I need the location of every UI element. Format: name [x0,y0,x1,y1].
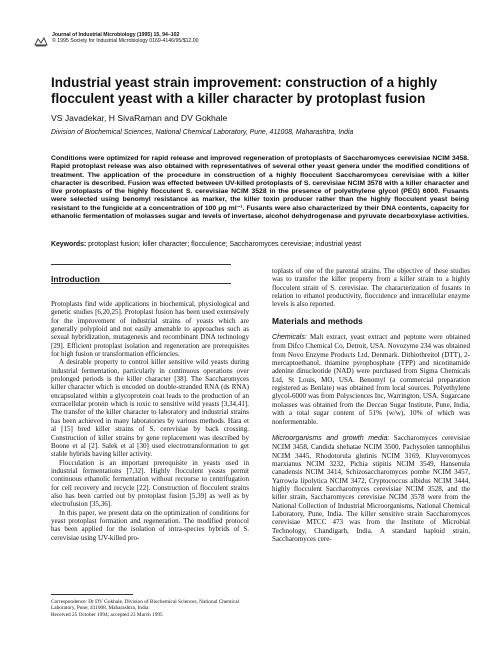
journal-header [52,32,199,44]
intro-paragraph-2: A desirable property to control killer sensitive wild yeasts during industrial fermentation, particularly in continuous operations over prolonged periods is the killer character [38]. The Saccharomyces killer character which is encoded on double-stranded RNA (ds RNA) encapsulated within a glycoprotein coat leads to the production of an extracellular protein which is toxic to sensitive wild yeasts [3,34,41]. The transfer of the killer character to laboratory and industrial strains has been achieved in many laboratories by various methods. Hara et al [15] bred killer strains of S. cerevisiae by back crossing. Construction of killer strains by gene replacement was described by Boone et al [2]. Salek et al [30] used electrotransformation to get stable hybrids having killer activity. [51,358,249,459]
intro-paragraph-1: Protoplasts find wide applications in biochemical, physiological and genetic studies [6,20,25]. Protoplast fusion has been used extensively for the improvement of industrial strains of yeasts which are generally polyploid and not easily amenable to approaches such as sexual hybridization, mutagenesis and recombinant DNA technology [29]. Efficient protoplast isolation and regeneration are prerequisites for high fusion or transformation efficiencies. [51,300,249,359]
chemicals-runin: Chemicals: [272,334,307,342]
right-column [272,267,470,543]
article-authors: VS Javadekar, H SivaRaman and DV Gokhale [51,113,228,123]
microorganisms-paragraph [272,434,470,543]
intro-paragraph-3: Flocculation is an important prerequisite in yeasts used in industrial fermentations [7,32]. Highly flocculent yeasts permit continuous ethanolic fermentation without recourse to centrifugation for cell recovery and recycle [22]. Construction of flocculent strains also has been carried out by protoplast fusion [5,39] as well as by electrofusion [35,36]. [51,458,249,509]
copyright-line: © 1995 Society for Industrial Microbiology 0169-4146/95/$12.00 [52,38,199,45]
received-line: Received 25 October 1994; accepted 23 March 1995 [51,611,163,618]
chemicals-text: Malt extract, yeast extract and peptone were obtained from Difco Chemical Co, Detroit, USA. Novozyme 234 was obtained from Novo Enzyme Products Ltd, Denmark. Dithiothreitol (DTT), 2-mercaptoethanol, thiamine pyrophosphate (TPP) and nicotinamide adenine dinucleotide (NAD) were purchased from Sigma Chemicals Ltd, St Louis, MO, USA. Benomyl (a commercial preparation registered as Benlate) was obtained from local sources. Polyethylene glycol-6000 was from Polysciences Inc, Warrington, USA. Sugarcane molasses was obtained from the Deccan Sugar Institute, Pune, India, with a total sugar content of 51% (w/w), 10% of which was nonfermentable. [272,333,470,426]
article-affiliation: Division of Biochemical Sciences, National Chemical Laboratory, Pune, 411008, Maharashtra, India [51,129,354,136]
microorganisms-text: Saccharomyces cerevisiae NCIM 3458, Candida shehatae NCIM 3500, Pachysolen tannophilus NCIM 3445, Rhodotorula glutinis NCIM 3169, Kluyveromyces marxianus NCIM 3232, Pichia stipitis NCIM 3549, Hansenula canadensis NCIM 3414, Schizosaccharomyces pombe NCIM 3457, Yarrowia lipolytica NCIM 3472, Cryptococcus albidus NCIM 3444, highly flocculent Saccharomyces cerevisiae NCIM 3528, and the killer strain, Saccharomyces cerevisiae NCIM 3578 were from the National Collection of Industrial Microorganisms, National Chemical Laboratory, Pune, India. The killer sensitive strain Saccharomyces cerevisiae MTCC 473 was from the Institute of Microbial Technology, Chandigarh, India. A standard haploid strain, Saccharomyces cere- [272,433,470,543]
journal-volume: (1995) 15, 94–102 [137,32,180,38]
left-column [51,274,249,542]
intro-heading: Introduction [51,274,100,284]
article-abstract: Conditions were optimized for rapid release and improved regeneration of protoplasts of Saccharomyces cerevisiae NCIM 3458. Rapid protoplast release was also obtained with representatives of several other yeast genera under the modified conditions of treatment. The application of the procedure in construction of a highly flocculent Saccharomyces cerevisiae with a killer character is described. Fusion was effected between UV-killed protoplasts of S. cerevisiae NCIM 3578 with a killer character and live protoplasts of the highly flocculent S. cerevisiae NCIM 3528 in the presence of polyethylene glycol (PEG) 6000. Fusants were selected using benomyl resistance as marker, the killer toxin producer rather than the highly flocculent yeast being resistant to the fungicide at a concentration of 100 μg ml⁻¹. Fusants were also characterized by their DNA contents, capacity for ethanolic fermentation of molasses sugar and levels of invertase, alcohol dehydrogenase and pyruvate decarboxylase activities. [51,155,469,221]
chemicals-paragraph [272,333,470,426]
section-rule-top [51,264,231,265]
continued-paragraph: toplasts of one of the parental strains. The objective of these studies was to transfer the killer property from a killer strain to a highly flocculent strain of S. cerevisiae. The characterization of fusants in relation to ethanol productivity, flocculence and intracellular enzyme levels is also reported. [272,267,470,309]
keywords-label: Keywords: [51,241,87,248]
footnote-rule [51,594,133,595]
keywords-text: protoplast fusion; killer character; flocculence; Saccharomyces cerevisiae; industrial yeast [88,241,362,248]
correspondence-line: Correspondence: Dr DV Gokhale, Division of Biochemical Sciences, National Chemical Laboratory, Pune, 411008, Maharashtra, India [51,599,240,612]
methods-heading: Materials and methods [272,315,363,326]
intro-paragraph-4: In this paper, we present data on the optimization of conditions for yeast protoplast formation and regeneration. The modified protocol has been applied for the isolation of intra-species hybrids of S. cerevisiae using UV-killed pro- [51,508,249,542]
keywords-line [51,241,471,248]
article-title: Industrial yeast strain improvement: construction of a highly flocculent yeast with a killer character by protoplast fusion [51,75,438,106]
journal-name: Journal of Industrial Microbiology [52,32,136,38]
publisher-logo-icon [34,37,48,47]
microorganisms-runin: Microorganisms and growth media: [272,434,390,442]
correspondence-footnote [51,599,251,618]
